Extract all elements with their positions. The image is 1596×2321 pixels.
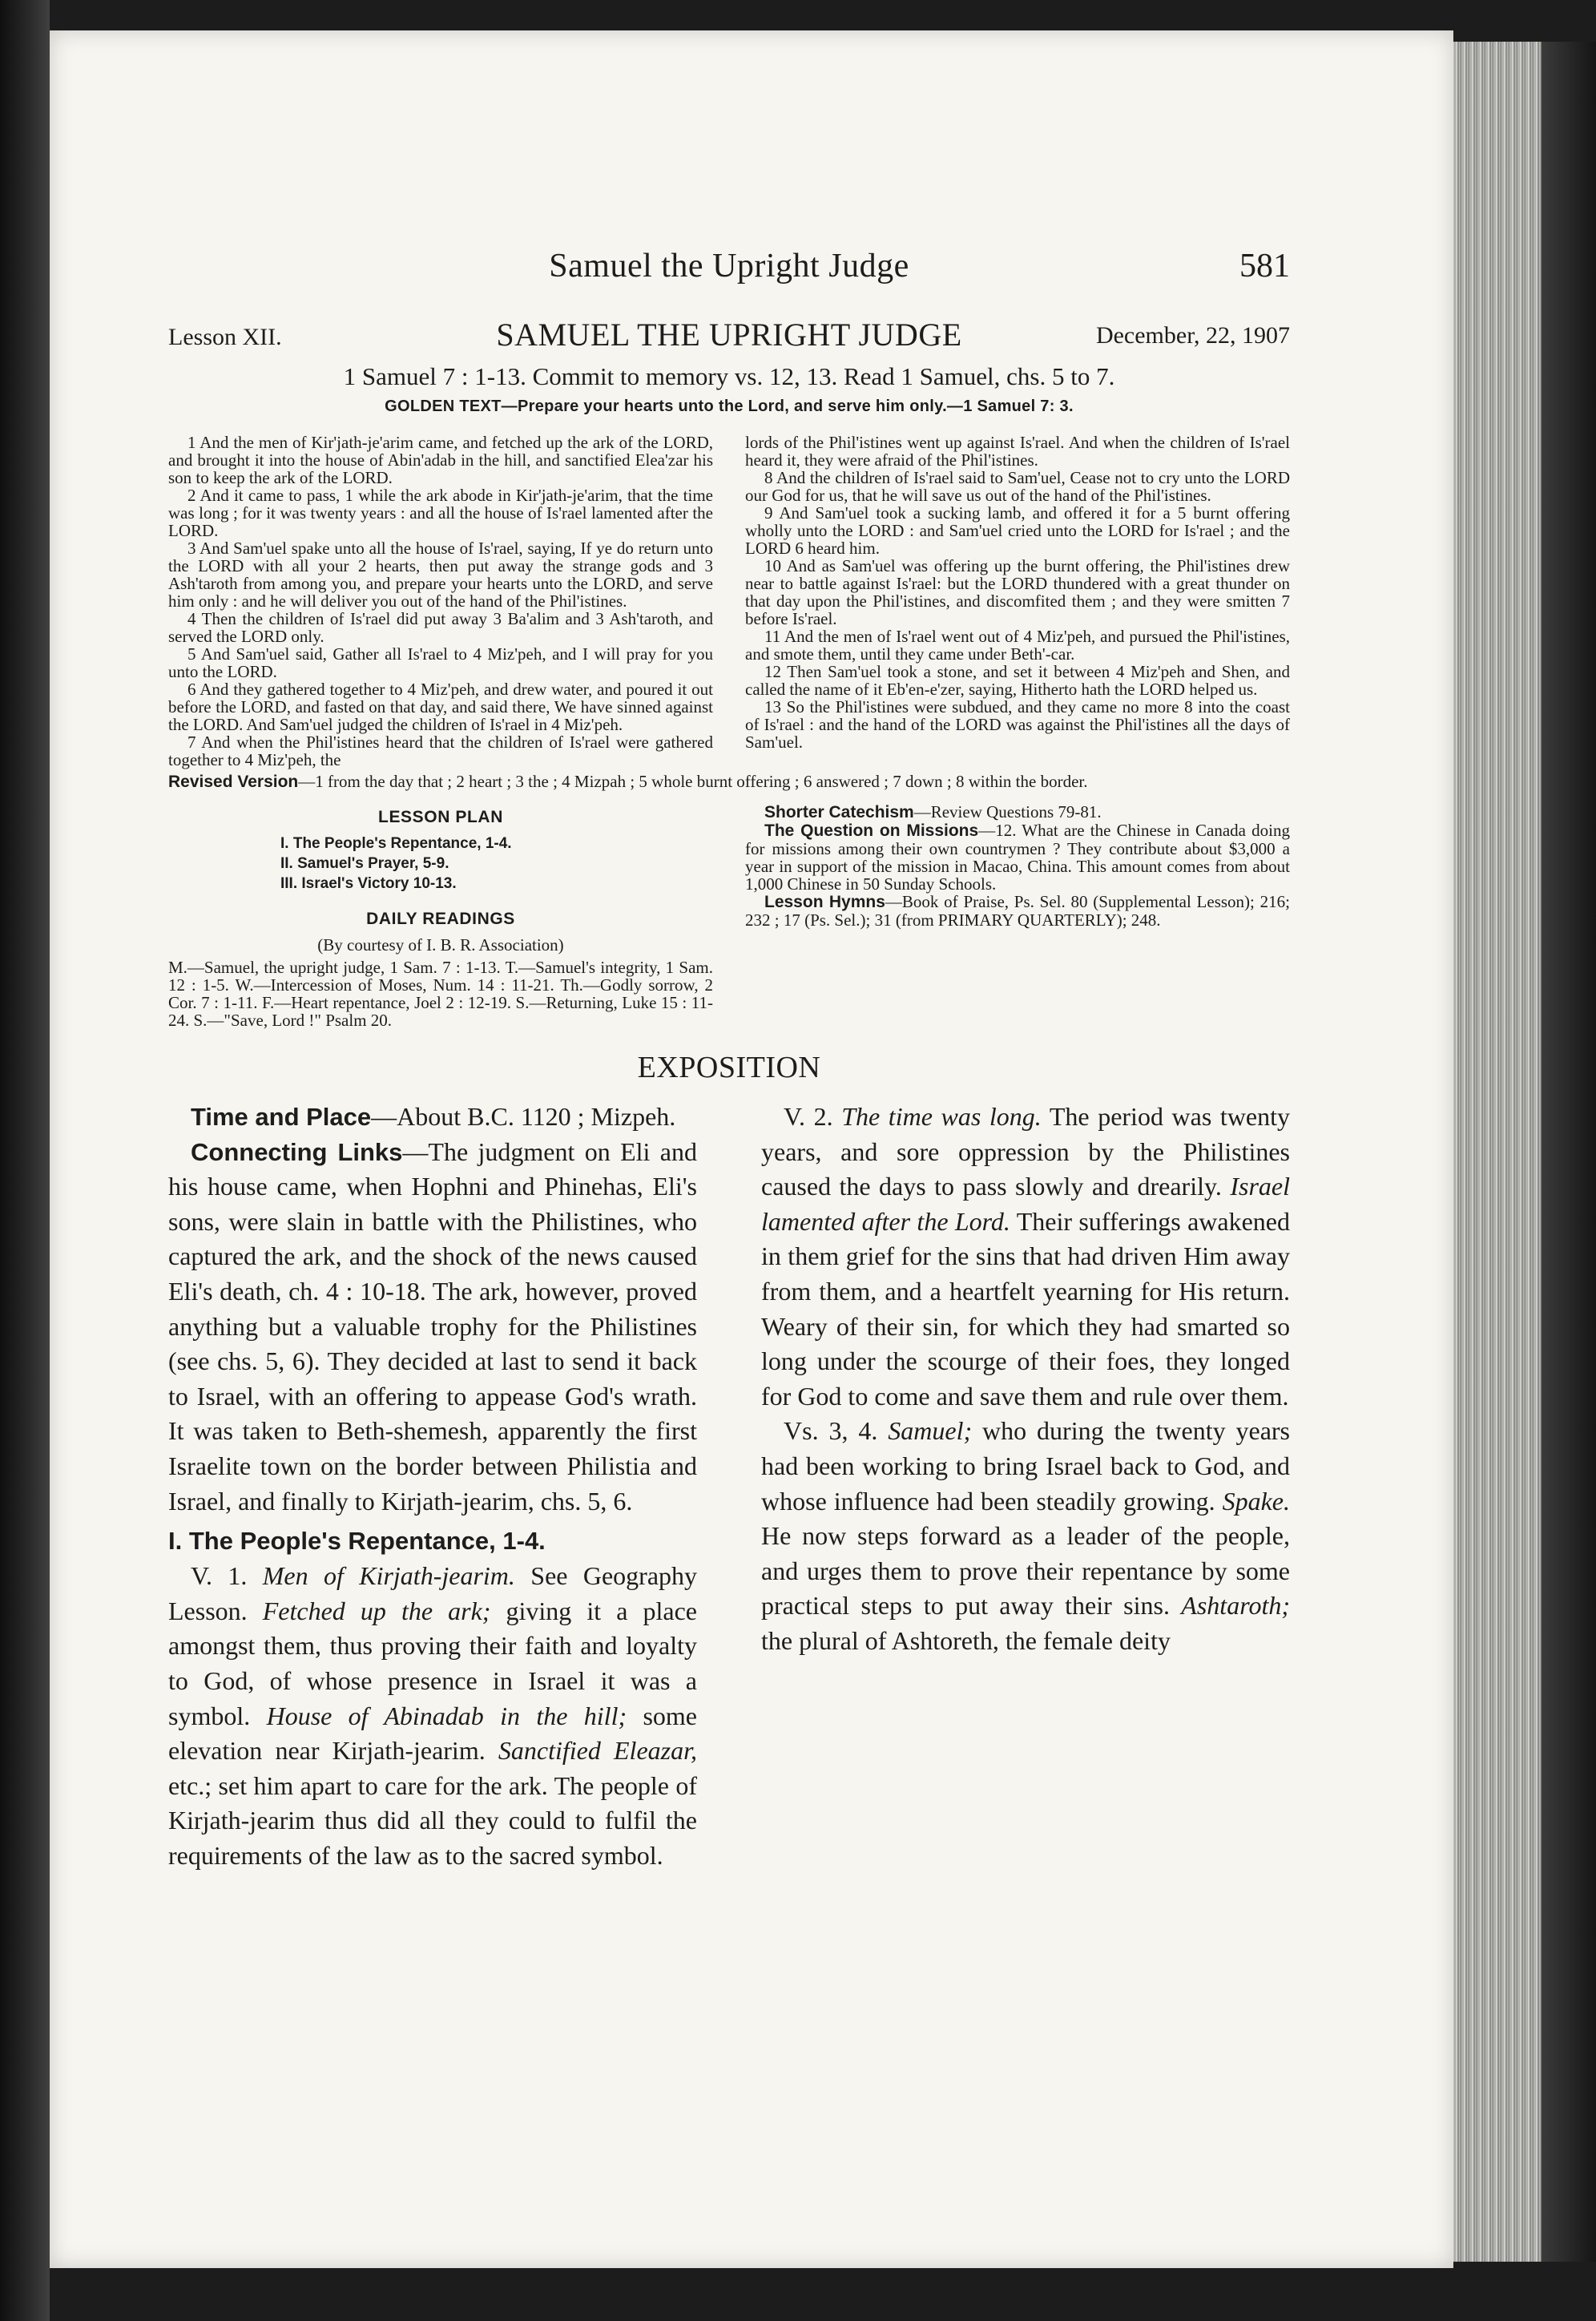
daily-readings-title: DAILY READINGS <box>366 910 515 928</box>
verse: 5 And Sam'uel said, Gather all Is'rael to 4 Miz'peh, and I will pray for you unto the LORD. <box>168 644 713 681</box>
comment-text: giving it a place amongst them, thus proving their faith and loyalty to God, of whose presence in Israel it was a symbol. <box>168 1596 697 1730</box>
verse: lords of the Phil'istines went up against Is'rael. And when the children of Is'rael heard it, they were afraid of the Phil'istines. <box>745 433 1290 470</box>
exposition-title: EXPOSITION <box>637 1051 821 1084</box>
lesson-heading <box>168 316 1290 356</box>
lesson-plan-item: II. Samuel's Prayer, 5-9. <box>280 855 449 872</box>
comment-italic: Israel lamented after the Lord. <box>761 1172 1290 1236</box>
lesson-plan-title: LESSON PLAN <box>378 808 503 826</box>
hymns-note <box>745 893 1290 929</box>
verse-2-comment <box>761 1100 1290 1414</box>
verse: 2 And it came to pass, 1 while the ark abode in Kir'jath-je'arim, that the time was long ; for it was twenty years : and all the house of Is'rael lamented after the LORD. <box>168 486 713 540</box>
daily-readings-courtesy: (By courtesy of I. B. R. Association) <box>317 935 564 955</box>
missions-text: —12. What are the Chinese in Canada doing for missions among their own countrymen ? They contribute about $3,000 a year in support of the mission in Macao, China. This amount comes from about 1,000 Chinese in 50 Sunday Schools. <box>745 821 1290 894</box>
daily-readings-text: M.—Samuel, the upright judge, 1 Sam. 7 : 1-13. T.—Samuel's integrity, 1 Sam. 12 : 1-5. W.—Intercession of Moses, Num. 14 : 11-21. Th.—Godly sorrow, 2 Cor. 7 : 1-11. F.—Heart repentance, Joel 2 : 12-19. S.—Returning, Luke 15 : 11-24. S.—"Save, Lord !" Psalm 20. <box>168 958 713 1030</box>
comment-italic: Fetched up the ark; <box>262 1596 491 1625</box>
connecting-links-text: —The judgment on Eli and his house came, when Hophni and Phinehas, Eli's sons, were slain in battle with the Philistines, who captured the ark, and the shock of the news caused Eli's death, ch. 4 : 10-18. The ark, however, proved anything but a valuable trophy for the Philistines (see chs. 5, 6). They decided at last to send it back to Israel, with an offering to appease God's wrath. It was taken to Beth-shemesh, apparently the first Israelite town on the border between Philistia and Israel, and finally to Kirjath-jearim, chs. 5, 6. <box>168 1136 697 1516</box>
verses-right-column <box>745 434 1290 769</box>
verse: 4 Then the children of Is'rael did put away 3 Ba'alim and 3 Ash'taroth, and served the LORD only. <box>168 609 713 646</box>
comment-text: who during the twenty years had been working to bring Israel back to God, and whose influence had been steadily growing. <box>761 1416 1291 1516</box>
lesson-plan-list <box>280 834 713 894</box>
comment-text: the plural of Ashtoreth, the female deity <box>761 1625 1171 1655</box>
book-gutter <box>0 0 50 2321</box>
catechism-note <box>745 803 1290 821</box>
catechism-text: —Review Questions 79-81. <box>913 802 1102 821</box>
lesson-title: SAMUEL THE UPRIGHT JUDGE <box>496 317 962 353</box>
revised-version-text: —1 from the day that ; 2 heart ; 3 the ; 4 Mizpah ; 5 whole burnt offering ; 6 answered ; 7 down ; 8 within the border. <box>298 772 1088 791</box>
time-and-place-label: Time and Place <box>191 1103 372 1131</box>
helps-left-column <box>168 792 713 1029</box>
hymns-label: Lesson Hymns <box>764 893 885 911</box>
comment-text: some elevation near Kirjath-jearim. <box>168 1701 698 1766</box>
book-cover-edge <box>1542 42 1596 2262</box>
comment-italic: Sanctified Eleazar, <box>498 1736 698 1766</box>
comment-italic: The time was long. <box>841 1102 1042 1131</box>
scripture-columns <box>168 434 1290 769</box>
verse: 6 And they gathered together to 4 Miz'peh, and drew water, and poured it out before the LORD, and fasted on that day, and said there, We have sinned against the LORD. And Sam'uel judged the children of Is'rael in 4 Miz'peh. <box>168 680 713 734</box>
comment-text: Their sufferings awakened in them grief for the sins that had driven Him away from them, and a heartfelt yearning for His return. Weary of their sin, for which they had smarted so long under the scourge of their foes, they longed for God to come and save them and rule over them. <box>761 1206 1291 1411</box>
scripture-reference: 1 Samuel 7 : 1-13. Commit to memory vs. 12, 13. Read 1 Samuel, chs. 5 to 7. <box>343 362 1115 390</box>
comment-text: He now steps forward as a leader of the people, and urges them to prove their repentance by some practical steps to put away their sins. <box>761 1521 1290 1621</box>
time-and-place-text: —About B.C. 1120 ; Mizpeh. <box>371 1102 676 1131</box>
comment-text: See Geography Lesson. <box>168 1561 698 1625</box>
verse: 12 Then Sam'uel took a stone, and set it between 4 Miz'peh and Shen, and called the name of it Eb'en-e'zer, saying, Hitherto hath the LORD helped us. <box>745 662 1290 699</box>
exposition-columns <box>168 1100 1290 1873</box>
comment-italic: Samuel; <box>888 1416 973 1446</box>
comment-text: Vs. 3, 4. <box>784 1416 889 1446</box>
comment-text: etc.; set him apart to care for the ark. The people of Kirjath-jearim thus did all they could to fulfil the requirements of the law as to the sacred symbol. <box>168 1770 697 1870</box>
page-number: 581 <box>1239 248 1290 285</box>
exposition-right-column <box>761 1100 1290 1873</box>
golden-text: GOLDEN TEXT—Prepare your hearts unto the Lord, and serve him only.—1 Samuel 7: 3. <box>385 398 1074 415</box>
verse-1-comment <box>168 1559 697 1873</box>
running-title: Samuel the Upright Judge <box>549 248 909 285</box>
verse: 1 And the men of Kir'jath-je'arim came, and fetched up the ark of the LORD, and brought it into the house of Abin'adab in the hill, and sanctified Elea'zar his son to keep the ark of the LORD. <box>168 433 713 487</box>
verses-left-column <box>168 434 713 769</box>
lesson-date: December, 22, 1907 <box>1095 322 1290 349</box>
section-heading: I. The People's Repentance, 1-4. <box>168 1527 546 1556</box>
comment-italic: House of Abinadab in the hill; <box>266 1701 627 1730</box>
revised-version-label: Revised Version <box>168 773 299 791</box>
time-and-place <box>168 1100 697 1135</box>
lesson-number: Lesson XII. <box>168 324 282 350</box>
comment-text: The period was twenty years, and sore oppression by the Philistines caused the days to pass slowly and drearily. <box>761 1102 1291 1201</box>
connecting-links-label: Connecting Links <box>191 1137 403 1166</box>
page-content <box>168 240 1290 1873</box>
verse: 9 And Sam'uel took a sucking lamb, and offered it for a 5 burnt offering wholly unto the LORD : and Sam'uel cried unto the LORD for Is'rael ; and the LORD 6 heard him. <box>745 503 1290 558</box>
comment-text: V. 1. <box>191 1561 263 1591</box>
revised-version-note <box>168 772 1290 792</box>
helps-right-column <box>745 792 1290 1029</box>
lesson-plan-item: III. Israel's Victory 10-13. <box>280 875 457 892</box>
comment-italic: Men of Kirjath-jearim. <box>262 1561 515 1591</box>
missions-note <box>745 821 1290 893</box>
running-header <box>168 240 1290 297</box>
comment-italic: Spake. <box>1222 1486 1290 1516</box>
lesson-plan-item: I. The People's Repentance, 1-4. <box>280 835 512 852</box>
verse: 8 And the children of Is'rael said to Sam'uel, Cease not to cry unto the LORD our God for us, that he will save us out of the hand of the Phil'istines. <box>745 468 1290 505</box>
catechism-label: Shorter Catechism <box>764 803 914 821</box>
verse: 3 And Sam'uel spake unto all the house of Is'rael, saying, If ye do return unto the LORD with all your 2 hearts, then put away the strange gods and 3 Ash'taroth from among you, and prepare your hearts unto the LORD, and serve him only : and he will deliver you out of the hand of the Phil'istines. <box>168 539 713 611</box>
verse: 13 So the Phil'istines were subdued, and they came no more 8 into the coast of Is'rael : and the hand of the LORD was against the Phil'istines all the days of Sam'uel. <box>745 697 1290 752</box>
missions-label: The Question on Missions <box>764 821 979 840</box>
page-edges <box>1453 42 1542 2262</box>
verse: 10 And as Sam'uel was offering up the burnt offering, the Phil'istines drew near to battle against Is'rael: but the LORD thundered with a great thunder on that day upon the Phil'istines, and discomfited them ; and they were smitten 7 before Is'rael. <box>745 556 1290 628</box>
verses-3-4-comment <box>761 1414 1290 1658</box>
verse: 7 And when the Phil'istines heard that the children of Is'rael were gathered together to 4 Miz'peh, the <box>168 733 713 769</box>
verse: 11 And the men of Is'rael went out of 4 Miz'peh, and pursued the Phil'istines, and smote them, until they came under Beth'-car. <box>745 627 1290 664</box>
comment-italic: Ashtaroth; <box>1181 1591 1290 1621</box>
lesson-helps <box>168 792 1290 1029</box>
exposition-left-column <box>168 1100 697 1873</box>
connecting-links <box>168 1135 697 1520</box>
hymns-text: —Book of Praise, Ps. Sel. 80 (Supplemental Lesson); 216; 232 ; 17 (Ps. Sel.); 31 (from PRIMARY QUARTERLY); 248. <box>745 892 1290 930</box>
comment-text: V. 2. <box>784 1102 842 1131</box>
